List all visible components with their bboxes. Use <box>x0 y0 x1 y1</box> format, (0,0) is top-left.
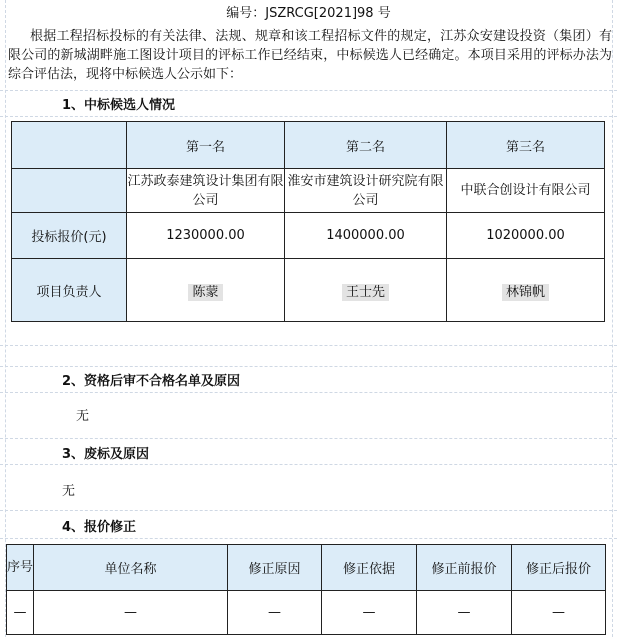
leader-label: 项目负责人 <box>12 259 127 322</box>
guide-line <box>5 0 6 637</box>
candidate-price: 1230000.00 <box>127 213 285 259</box>
guide-line <box>0 90 617 91</box>
corner-cell <box>12 122 127 169</box>
candidate-leader: 王士先 <box>342 284 389 301</box>
intro-paragraph: 根据工程招标投标的有关法律、法规、规章和该工程招标文件的规定，江苏众安建设投资（集团）有限公司的新城湖畔施工图设计项目的评标工作已经结束，中标候选人已经确定。本项目采用的评标办法为综合评估法，现将中标候选人公示如下： <box>8 29 612 82</box>
cell-index: — <box>7 591 34 635</box>
guide-line <box>0 366 617 367</box>
candidate-name: 淮安市建筑设计研究院有限公司 <box>285 169 447 213</box>
guide-line <box>0 538 617 539</box>
col-header-before: 修正前报价 <box>417 545 512 591</box>
guide-line <box>0 464 617 465</box>
cell-unit: — <box>34 591 228 635</box>
col-header-unit: 单位名称 <box>34 545 228 591</box>
section-2-title: 2、资格后审不合格名单及原因 <box>62 374 241 389</box>
col-header-basis: 修正依据 <box>322 545 417 591</box>
candidate-name: 中联合创设计有限公司 <box>447 169 605 213</box>
price-label: 投标报价(元) <box>12 213 127 259</box>
rank-header: 第二名 <box>285 122 447 169</box>
rank-header: 第三名 <box>447 122 605 169</box>
guide-line <box>0 116 617 117</box>
cell-after: — <box>512 591 606 635</box>
correction-table <box>6 544 606 635</box>
section-1-title: 1、中标候选人情况 <box>62 98 176 113</box>
col-header-index: 序号 <box>7 545 34 591</box>
guide-line <box>0 345 617 346</box>
col-header-reason: 修正原因 <box>228 545 322 591</box>
col-header-after: 修正后报价 <box>512 545 606 591</box>
guide-line <box>612 0 613 637</box>
name-label-cell <box>12 169 127 213</box>
candidate-price: 1020000.00 <box>447 213 605 259</box>
guide-line <box>0 392 617 393</box>
guide-line <box>0 510 617 511</box>
cell-reason: — <box>228 591 322 635</box>
section-4-title: 4、报价修正 <box>62 520 137 535</box>
document-number: 编号：JSZRCG[2021]98 号 <box>226 6 391 21</box>
section-3-title: 3、废标及原因 <box>62 447 150 462</box>
candidate-leader: 林锦帆 <box>502 284 549 301</box>
rank-header: 第一名 <box>127 122 285 169</box>
cell-basis: — <box>322 591 417 635</box>
section-2-content: 无 <box>76 409 90 424</box>
candidate-price: 1400000.00 <box>285 213 447 259</box>
candidate-leader: 陈蒙 <box>188 284 222 301</box>
cell-before: — <box>417 591 512 635</box>
candidates-table <box>11 121 605 322</box>
guide-line <box>0 438 617 439</box>
section-3-content: 无 <box>62 484 76 499</box>
candidate-name: 江苏政泰建筑设计集团有限公司 <box>127 169 285 213</box>
